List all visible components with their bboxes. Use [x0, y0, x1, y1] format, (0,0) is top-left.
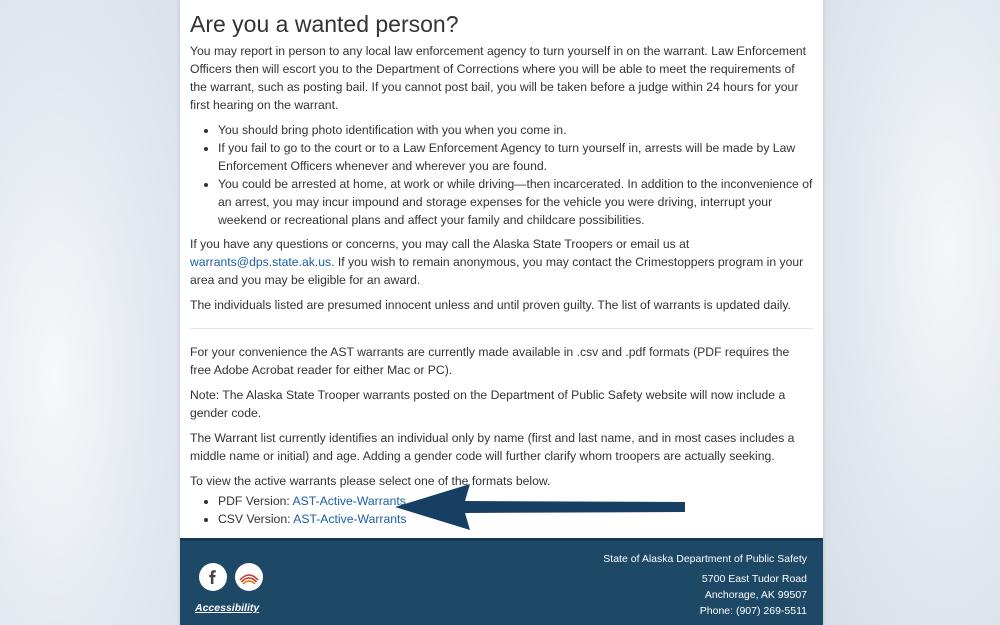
dps-logo-icon	[238, 568, 260, 586]
city-address: Anchorage, AK 99507	[704, 589, 807, 601]
footer-address	[603, 551, 807, 619]
advice-list	[190, 121, 813, 229]
innocence-paragraph: The individuals listed are presumed innocent unless and until proven guilty. The list of warrants is updated daily.	[190, 298, 791, 312]
identifies-paragraph: The Warrant list currently identifies an individual only by name (first and last name, and in most cases includes a middle name or initial) and age. Adding a gender code will further clarify whom troopers are actually seeking.	[190, 431, 795, 463]
list-item: • You should bring photo identification with you when you come in.	[218, 121, 813, 139]
background-left	[0, 0, 180, 625]
contact-text-after: . If you wish to remain anonymous, you may contact the Crimestoppers program in your area and you may be eligible for an award.	[190, 255, 804, 287]
list-item: • You could be arrested at home, at work or while driving—then incarcerated. In addition to the inconvenience of an arrest, you may incur impound and storage expenses for the vehicle you were driving, interrupt your weekend or recreational plans and affect your family and childcare possibilities.	[218, 175, 813, 229]
accessibility-link[interactable]: Accessibility	[195, 602, 260, 614]
select-paragraph: To view the active warrants please select one of the formats below.	[190, 474, 551, 488]
main-content-panel	[180, 0, 823, 625]
pdf-version-label: PDF Version:	[218, 494, 293, 508]
facebook-icon	[206, 570, 220, 584]
intro-paragraph: You may report in person to any local law enforcement agency to turn yourself in on the warrant. Law Enforcement Officers then will escort you to the Department of Corrections where you will be able to meet the requirements of the warrant, such as posting bail. If you cannot post bail, you will be taken before a judge within 24 hours for your first hearing on the warrant.	[190, 44, 807, 112]
note-paragraph: Note: The Alaska State Trooper warrants posted on the Department of Public Safety website will now include a gender code.	[190, 388, 786, 420]
dps-logo-button[interactable]	[235, 563, 263, 591]
facebook-button[interactable]	[199, 563, 227, 591]
warrants-email-link[interactable]: warrants@dps.state.ak.us	[190, 255, 332, 269]
org-name: State of Alaska Department of Public Safety	[603, 553, 807, 565]
contact-text-before: If you have any questions or concerns, you may call the Alaska State Troopers or email us at	[190, 237, 690, 251]
social-links	[199, 563, 263, 591]
list-item: • If you fail to go to the court or to a Law Enforcement Agency to turn yourself in, arrests will be made by Law Enforcement Officers whenever and wherever you are found.	[218, 139, 813, 175]
page-title: Are you a wanted person?	[190, 11, 459, 37]
pdf-warrants-link[interactable]: AST-Active-Warrants	[292, 494, 406, 508]
site-footer	[180, 538, 823, 625]
article	[190, 0, 813, 528]
csv-version-label: CSV Version:	[218, 512, 294, 526]
street-address: 5700 East Tudor Road	[701, 573, 807, 585]
phone-number: Phone: (907) 269-5511	[699, 605, 807, 617]
pointer-arrow-icon	[395, 484, 687, 530]
section-divider	[190, 328, 813, 329]
background-right	[823, 0, 1000, 625]
contact-paragraph	[190, 235, 813, 289]
formats-paragraph: For your convenience the AST warrants are currently made available in .csv and .pdf formats (PDF requires the free Adobe Acrobat reader for either Mac or PC).	[190, 345, 790, 377]
csv-warrants-link[interactable]: AST-Active-Warrants	[293, 512, 407, 526]
